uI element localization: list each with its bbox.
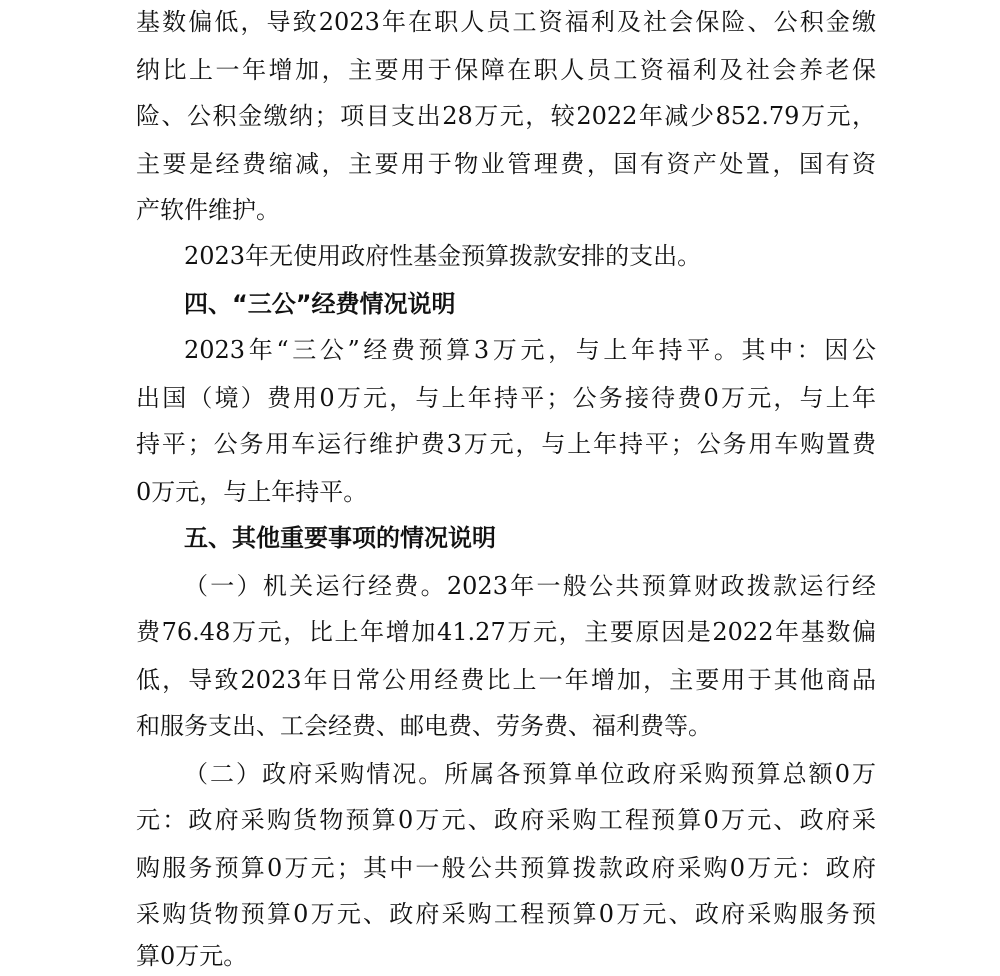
paragraph-line: 元：政府采购货物预算0万元、政府采购工程预算0万元、政府采 [136,806,876,834]
paragraph-line: 和服务支出、工会经费、邮电费、劳务费、福利费等。 [136,712,712,740]
paragraph-line: 险、公积金缴纳；项目支出28万元，较2022年减少852.79万元， [136,102,876,130]
paragraph-line: 2023年“三公”经费预算3万元，与上年持平。其中：因公 [184,336,876,364]
paragraph-line: 纳比上一年增加，主要用于保障在职人员工资福利及社会养老保 [136,56,876,84]
section-heading: 四、“三公”经费情况说明 [184,290,456,318]
paragraph-line: 主要是经费缩减，主要用于物业管理费，国有资产处置，国有资 [136,150,876,178]
section-heading: 五、其他重要事项的情况说明 [184,524,496,552]
paragraph-line: 产软件维护。 [136,196,280,224]
paragraph-line: 基数偏低，导致2023年在职人员工资福利及社会保险、公积金缴 [136,8,876,36]
paragraph-line: （二）政府采购情况。所属各预算单位政府采购预算总额0万 [184,760,876,788]
paragraph-line: 算0万元。 [136,942,248,970]
paragraph-line: 出国（境）费用0万元，与上年持平；公务接待费0万元，与上年 [136,384,876,412]
paragraph-line: 购服务预算0万元；其中一般公共预算拨款政府采购0万元：政府 [136,854,876,882]
paragraph-line: （一）机关运行经费。2023年一般公共预算财政拨款运行经 [184,572,876,600]
paragraph-line: 0万元，与上年持平。 [136,478,368,506]
paragraph-line: 采购货物预算0万元、政府采购工程预算0万元、政府采购服务预 [136,900,876,928]
paragraph-line: 持平；公务用车运行维护费3万元，与上年持平；公务用车购置费 [136,430,876,458]
paragraph-line: 低，导致2023年日常公用经费比上一年增加，主要用于其他商品 [136,666,876,694]
paragraph-line: 费76.48万元，比上年增加41.27万元，主要原因是2022年基数偏 [136,618,876,646]
paragraph-line: 2023年无使用政府性基金预算拨款安排的支出。 [184,242,702,270]
